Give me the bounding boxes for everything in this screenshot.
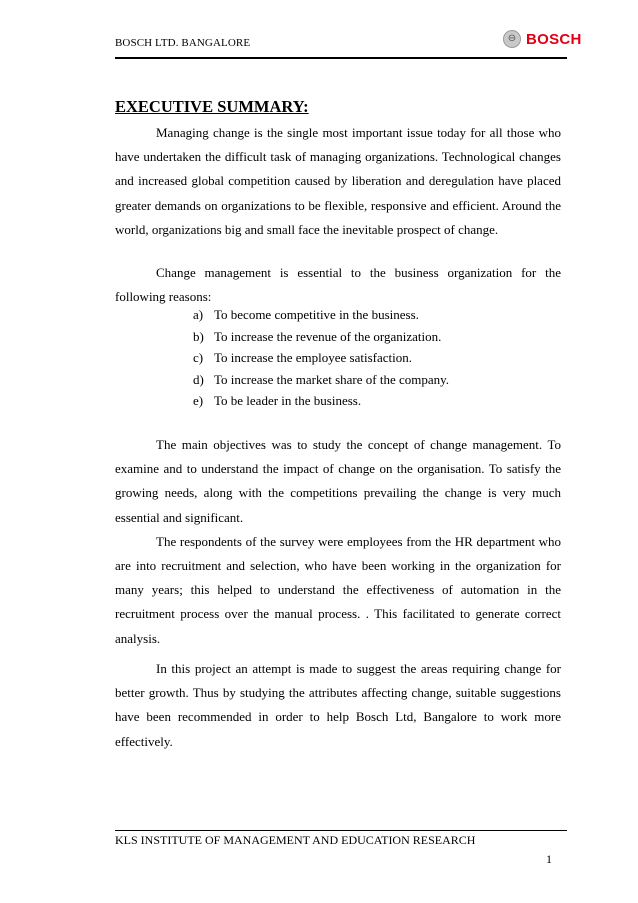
list-item-text: To be leader in the business.	[214, 393, 362, 408]
list-marker: e)	[193, 393, 204, 408]
header-company-name: BOSCH LTD. BANGALORE	[115, 37, 251, 49]
bosch-armature-icon: ⊖	[503, 30, 521, 48]
list-marker: a)	[193, 307, 204, 322]
reasons-list	[193, 304, 449, 412]
list-item-text: To increase the employee satisfaction.	[214, 350, 412, 365]
page-number: 1	[546, 852, 552, 866]
paragraph-conclusion	[115, 657, 561, 754]
paragraph-objectives	[115, 433, 561, 651]
footer-institute: KLS INSTITUTE OF MANAGEMENT AND EDUCATION RESEARCH	[115, 833, 476, 847]
list-marker: b)	[193, 328, 204, 344]
list-item-text: To become competitive in the business.	[214, 307, 419, 322]
list-marker: c)	[193, 350, 204, 365]
footer-rule	[115, 830, 567, 831]
paragraph-text: The respondents of the survey were employees from the HR department who are into recruitment and selection, who have been working in the organization for many years; this helped to understand the effectiveness of automation in the recruitment process over the manual process. . This facilitated to generate correct analysis.	[115, 533, 561, 646]
paragraph-text: Managing change is the single most important issue today for all those who have undertaken the difficult task of managing organizations. Technological changes and increased global competition caused by liberation and deregulation have placed greater demands on organizations to be flexible, responsive and efficient. Around the world, organizations big and small face the inevitable prospect of change.	[115, 125, 561, 237]
list-item	[193, 369, 449, 391]
header-rule	[115, 57, 567, 59]
bosch-logo	[503, 30, 582, 48]
list-item	[193, 326, 449, 348]
list-item	[193, 347, 449, 369]
page-title: EXECUTIVE SUMMARY:	[115, 97, 309, 116]
list-item-text: To increase the revenue of the organization.	[214, 328, 442, 344]
logo-text: BOSCH	[526, 30, 582, 48]
paragraph-text: Change management is essential to the business organization for the following reasons:	[115, 265, 561, 305]
paragraph-intro	[115, 121, 561, 242]
list-marker: d)	[193, 371, 204, 387]
list-item	[193, 390, 449, 412]
list-item-text: To increase the market share of the company.	[214, 371, 450, 387]
paragraph-text: The main objectives was to study the concept of change management. To examine and to understand the impact of change on the organisation. To satisfy the growing needs, along with the competitions prevailing the change is very much essential and significant.	[115, 437, 561, 525]
paragraph-text: In this project an attempt is made to suggest the areas requiring change for better growth. Thus by studying the attributes affecting change, suitable suggestions have been recommended in order to help Bosch Ltd, Bangalore to work more effectively.	[115, 661, 561, 749]
paragraph-reasons-intro	[115, 261, 561, 309]
list-item	[193, 304, 449, 326]
